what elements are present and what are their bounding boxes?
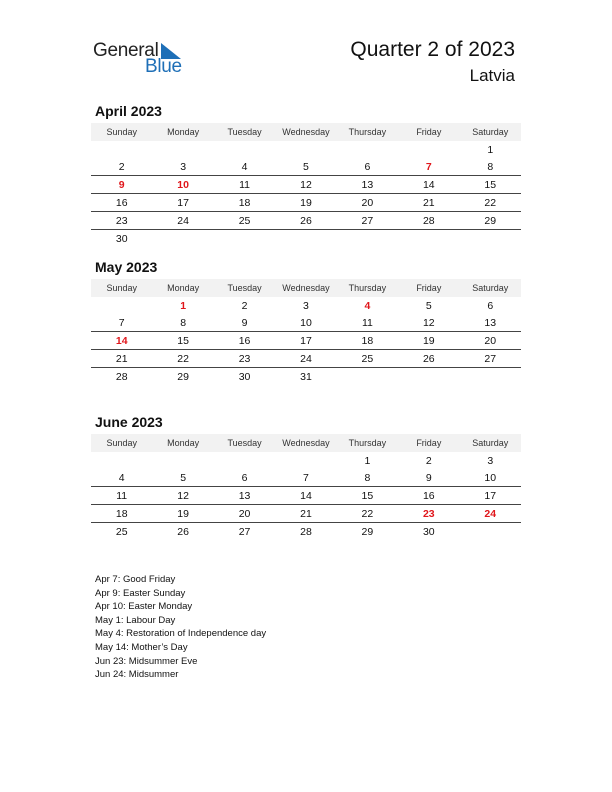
day-cell: 26 bbox=[177, 525, 189, 538]
day-cell: 28 bbox=[115, 370, 128, 383]
day-cell: 19 bbox=[275, 194, 336, 212]
day-cell: 9 bbox=[91, 176, 152, 194]
holiday-item: May 4: Restoration of Independence day bbox=[95, 628, 267, 640]
day-cell: 7 bbox=[91, 314, 152, 332]
logo bbox=[93, 40, 193, 80]
day-cell: 22 bbox=[152, 350, 213, 368]
day-cell: 29 bbox=[361, 525, 374, 538]
day-cell: 24 bbox=[275, 350, 336, 368]
week-row bbox=[91, 332, 521, 350]
weekday-header: Saturday bbox=[460, 434, 521, 452]
day-cell: 22 bbox=[460, 194, 521, 212]
week-row bbox=[91, 230, 521, 248]
day-cell: 11 bbox=[337, 314, 398, 332]
weekday-header: Tuesday bbox=[214, 279, 275, 297]
day-cell: 25 bbox=[115, 525, 128, 538]
day-cell: 3 bbox=[152, 158, 213, 176]
day-cell: 3 bbox=[303, 299, 309, 312]
day-cell: 28 bbox=[300, 525, 312, 538]
month-title: April 2023 bbox=[95, 103, 162, 119]
day-cell bbox=[337, 368, 398, 386]
week-row bbox=[91, 523, 521, 541]
day-cell: 20 bbox=[460, 332, 521, 350]
day-cell: 26 bbox=[398, 350, 459, 368]
day-cell: 31 bbox=[300, 370, 312, 383]
day-cell bbox=[275, 452, 336, 469]
day-cell: 21 bbox=[275, 505, 336, 523]
weekday-header: Saturday bbox=[460, 123, 521, 141]
day-cell: 13 bbox=[214, 487, 275, 505]
day-cell bbox=[460, 523, 521, 541]
day-cell: 24 bbox=[460, 505, 521, 523]
day-cell: 15 bbox=[152, 332, 213, 350]
weekday-header: Wednesday bbox=[275, 123, 336, 141]
logo-general-text: General bbox=[93, 40, 159, 61]
day-cell: 23 bbox=[398, 505, 459, 523]
holiday-item: Apr 9: Easter Sunday bbox=[95, 587, 186, 599]
day-cell: 1 bbox=[364, 454, 371, 467]
day-cell bbox=[398, 230, 459, 248]
week-row bbox=[91, 176, 521, 194]
day-cell: 30 bbox=[238, 370, 251, 383]
day-cell: 25 bbox=[214, 212, 275, 230]
day-cell: 20 bbox=[214, 505, 275, 523]
day-cell: 5 bbox=[152, 469, 213, 487]
day-cell bbox=[152, 230, 213, 248]
page-title: Quarter 2 of 2023 bbox=[350, 38, 515, 61]
day-cell: 27 bbox=[238, 525, 251, 538]
day-cell: 3 bbox=[487, 454, 494, 467]
day-cell: 23 bbox=[214, 350, 275, 368]
day-cell: 5 bbox=[425, 299, 432, 312]
weekday-header: Wednesday bbox=[275, 434, 336, 452]
day-cell: 13 bbox=[460, 314, 521, 332]
day-cell: 30 bbox=[115, 232, 128, 245]
weekday-header: Friday bbox=[398, 123, 459, 141]
weekday-header: Monday bbox=[152, 279, 213, 297]
day-cell: 14 bbox=[275, 487, 336, 505]
day-cell: 11 bbox=[214, 176, 275, 194]
holiday-item: Jun 24: Midsummer bbox=[95, 669, 179, 681]
day-cell: 6 bbox=[214, 469, 275, 487]
holiday-item: May 14: Mother’s Day bbox=[95, 641, 188, 653]
day-cell: 25 bbox=[337, 350, 398, 368]
day-cell: 20 bbox=[337, 194, 398, 212]
week-row bbox=[91, 487, 521, 505]
day-cell: 9 bbox=[398, 469, 459, 487]
day-cell: 17 bbox=[275, 332, 336, 350]
week-row bbox=[91, 314, 521, 332]
day-cell: 1 bbox=[487, 143, 494, 156]
logo-blue-text: Blue bbox=[145, 56, 182, 77]
day-cell: 12 bbox=[398, 314, 459, 332]
day-cell: 14 bbox=[398, 176, 459, 194]
day-cell: 21 bbox=[398, 194, 459, 212]
weekday-header: Wednesday bbox=[275, 279, 336, 297]
day-cell: 22 bbox=[337, 505, 398, 523]
day-cell: 4 bbox=[91, 469, 152, 487]
day-cell: 13 bbox=[337, 176, 398, 194]
day-cell: 19 bbox=[152, 505, 213, 523]
week-row bbox=[91, 452, 521, 469]
day-cell: 29 bbox=[177, 370, 189, 383]
day-cell: 10 bbox=[460, 469, 521, 487]
day-cell: 19 bbox=[398, 332, 459, 350]
holiday-item: Apr 10: Easter Monday bbox=[95, 601, 193, 613]
weekday-header-row bbox=[91, 434, 521, 452]
calendar-table bbox=[91, 123, 521, 247]
day-cell bbox=[275, 141, 336, 158]
week-row bbox=[91, 297, 521, 314]
weekday-header: Sunday bbox=[91, 123, 152, 141]
day-cell: 18 bbox=[91, 505, 152, 523]
day-cell: 18 bbox=[337, 332, 398, 350]
day-cell: 7 bbox=[398, 158, 459, 176]
weekday-header: Monday bbox=[152, 123, 213, 141]
week-row bbox=[91, 350, 521, 368]
day-cell bbox=[91, 297, 152, 314]
week-row bbox=[91, 368, 521, 386]
day-cell: 29 bbox=[460, 212, 521, 230]
week-row bbox=[91, 158, 521, 176]
day-cell: 18 bbox=[214, 194, 275, 212]
day-cell: 4 bbox=[214, 158, 275, 176]
month-may bbox=[91, 259, 521, 385]
day-cell: 27 bbox=[337, 212, 398, 230]
day-cell: 9 bbox=[214, 314, 275, 332]
day-cell: 14 bbox=[91, 332, 152, 350]
weekday-header: Friday bbox=[398, 434, 459, 452]
weekday-header-row bbox=[91, 279, 521, 297]
day-cell: 16 bbox=[91, 194, 152, 212]
day-cell: 23 bbox=[91, 212, 152, 230]
day-cell bbox=[275, 230, 336, 248]
day-cell bbox=[214, 230, 275, 248]
holiday-item: Apr 7: Good Friday bbox=[95, 574, 176, 585]
day-cell: 21 bbox=[91, 350, 152, 368]
country-name: Latvia bbox=[469, 66, 515, 85]
calendar-table bbox=[91, 279, 521, 385]
day-cell: 12 bbox=[152, 487, 213, 505]
day-cell bbox=[152, 452, 213, 469]
holiday-item: Jun 23: Midsummer Eve bbox=[95, 655, 198, 667]
weekday-header: Tuesday bbox=[214, 123, 275, 141]
weekday-header: Friday bbox=[398, 279, 459, 297]
day-cell bbox=[398, 368, 459, 386]
weekday-header: Tuesday bbox=[214, 434, 275, 452]
day-cell: 2 bbox=[91, 158, 152, 176]
day-cell: 8 bbox=[460, 158, 521, 176]
day-cell: 12 bbox=[275, 176, 336, 194]
month-june bbox=[91, 414, 521, 540]
day-cell bbox=[460, 230, 521, 248]
day-cell: 10 bbox=[275, 314, 336, 332]
day-cell: 24 bbox=[152, 212, 213, 230]
day-cell: 27 bbox=[460, 350, 521, 368]
day-cell bbox=[91, 452, 152, 469]
holiday-list bbox=[95, 573, 266, 682]
day-cell: 5 bbox=[275, 158, 336, 176]
day-cell: 6 bbox=[487, 299, 494, 312]
weekday-header: Thursday bbox=[337, 279, 398, 297]
day-cell bbox=[91, 141, 152, 158]
day-cell: 26 bbox=[275, 212, 336, 230]
day-cell: 2 bbox=[425, 454, 432, 467]
day-cell bbox=[460, 368, 521, 386]
day-cell bbox=[152, 141, 213, 158]
weekday-header: Saturday bbox=[460, 279, 521, 297]
day-cell: 16 bbox=[398, 487, 459, 505]
weekday-header: Sunday bbox=[91, 434, 152, 452]
day-cell bbox=[337, 141, 398, 158]
weekday-header: Monday bbox=[152, 434, 213, 452]
day-cell bbox=[398, 141, 459, 158]
week-row bbox=[91, 505, 521, 523]
weekday-header-row bbox=[91, 123, 521, 141]
day-cell bbox=[214, 141, 275, 158]
day-cell: 16 bbox=[214, 332, 275, 350]
day-cell: 15 bbox=[460, 176, 521, 194]
weekday-header: Thursday bbox=[337, 434, 398, 452]
day-cell: 15 bbox=[337, 487, 398, 505]
day-cell: 8 bbox=[337, 469, 398, 487]
week-row bbox=[91, 141, 521, 158]
calendar-table bbox=[91, 434, 521, 540]
day-cell: 17 bbox=[152, 194, 213, 212]
week-row bbox=[91, 469, 521, 487]
day-cell bbox=[214, 452, 275, 469]
week-row bbox=[91, 212, 521, 230]
day-cell: 8 bbox=[152, 314, 213, 332]
holiday-item: May 1: Labour Day bbox=[95, 614, 176, 626]
month-april bbox=[91, 103, 521, 247]
day-cell: 10 bbox=[152, 176, 213, 194]
month-title: May 2023 bbox=[95, 259, 158, 275]
day-cell: 6 bbox=[337, 158, 398, 176]
day-cell: 28 bbox=[398, 212, 459, 230]
day-cell: 17 bbox=[460, 487, 521, 505]
day-cell bbox=[337, 230, 398, 248]
day-cell: 7 bbox=[275, 469, 336, 487]
day-cell: 11 bbox=[91, 487, 152, 505]
month-title: June 2023 bbox=[95, 414, 163, 430]
day-cell: 2 bbox=[241, 299, 248, 312]
day-cell: 1 bbox=[180, 299, 187, 312]
weekday-header: Sunday bbox=[91, 279, 152, 297]
week-row bbox=[91, 194, 521, 212]
day-cell: 30 bbox=[422, 525, 435, 538]
weekday-header: Thursday bbox=[337, 123, 398, 141]
day-cell: 4 bbox=[364, 299, 371, 312]
